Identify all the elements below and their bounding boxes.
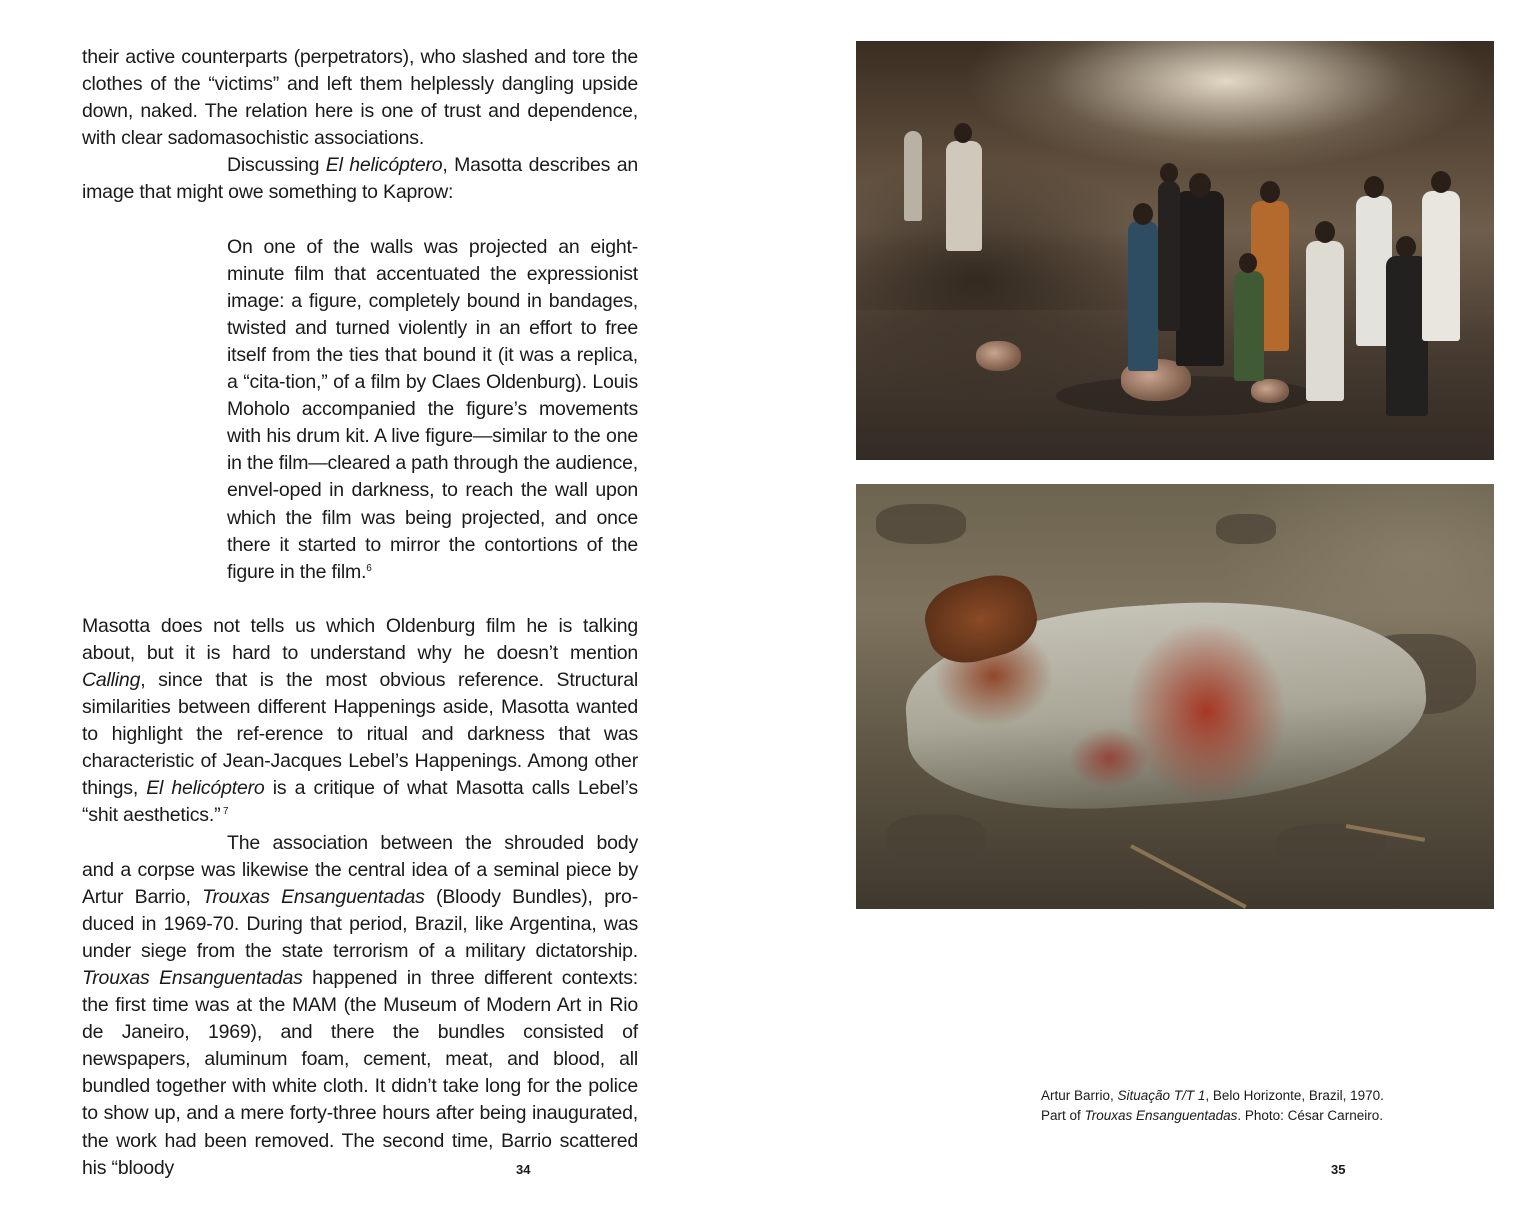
person-figure (1422, 191, 1460, 341)
person-head (1396, 236, 1416, 258)
footnote-ref-6: 6 (366, 562, 372, 574)
photo-stick (1130, 844, 1247, 909)
photo-rock (886, 814, 986, 864)
caption-line-1: Artur Barrio, Situação T/T 1, Belo Horizonte, Brazil, 1970. (1041, 1088, 1384, 1103)
bundle-shape (976, 341, 1021, 371)
person-head (1260, 181, 1280, 203)
paragraph-3: Masotta does not tells us which Oldenburg film he is talking about, but it is hard to understand why he doesn’t mention Calling, since that is the most obvious reference. Structural similarities between different Happenings aside, Masotta wanted to highlight the ref-erence to ritual and darkness that was characteristic of Jean-Jacques Lebel’s Happenings. Among other things, El helicóptero is a critique of what Masotta calls Lebel’s “shit aesthetics.” $^7$ (82, 614, 638, 827)
caption-line-2: Part of Trouxas Ensanguentadas. Photo: César Carneiro. (1041, 1108, 1383, 1123)
person-head (1133, 203, 1153, 225)
bundle-shape (1251, 379, 1289, 403)
block-quote: On one of the walls was projected an eight-minute film that accentuated the expressionist image: a figure, completely bound in bandages, twisted and turned violently in an effort to free itself from the ties that bound it (it was a replica, a “cita-tion,” of a film by Claes Oldenburg). Louis Moholo accompanied the figure’s movements with his drum kit. A live figure—similar to the one in the film—cleared a path through the audience, envel-oped in darkness, to reach the wall upon which the film was being projected, and once there it started to mirror the contortions of the figure in the film.$^6$ (227, 235, 639, 583)
person-head (1431, 171, 1451, 193)
photo-group-of-men-by-bundles (856, 41, 1494, 460)
photo-bloody-bundle (856, 484, 1494, 909)
photo-rock (876, 504, 966, 544)
right-page (767, 0, 1535, 1210)
person-head (1189, 173, 1211, 197)
person-head (1364, 176, 1384, 198)
paragraph-4: The association between the shrouded body and a corpse was likewise the central idea of a seminal piece by Artur Barrio, Trouxas Ensanguentadas (Bloody Bundles), pro-duced in 1969-70. During that period, Brazil, like Argentina, was under siege from the state terrorism of a military dictatorship. Trouxas Ensanguentadas happened in three different contexts: the first time was at the MAM (the Museum of Modern Art in Rio de Janeiro, 1969), and there the bundles consisted of newspapers, aluminum foam, cement, meat, and blood, all bundled together with white cloth. It didn’t take long for the police to show up, and a mere forty-three hours after being inaugurated, the work had been removed. The second time, Barrio scattered his “bloody (82, 831, 638, 1179)
person-figure (1176, 191, 1224, 366)
body-text-column (82, 44, 638, 1182)
person-figure (946, 141, 982, 251)
person-figure (904, 131, 922, 221)
paragraph-1: their active counterparts (perpetrators), who slashed and tore the clothes of the “victims” and left them helplessly dangling upside down, naked. The relation here is one of trust and dependence, with clear sadomasochistic associations. (82, 46, 638, 150)
page-number-left: 34 (516, 1162, 531, 1177)
person-figure (1128, 221, 1158, 371)
person-head (1239, 253, 1257, 273)
footnote-ref-7: 7 (220, 806, 229, 818)
left-page (0, 0, 767, 1210)
person-figure (1306, 241, 1344, 401)
photo-rock (1216, 514, 1276, 544)
person-figure (1234, 271, 1264, 381)
photo-caption (1041, 1086, 1461, 1126)
person-head (954, 123, 972, 143)
person-head (1160, 163, 1178, 183)
person-head (1315, 221, 1335, 243)
page-number-right: 35 (1331, 1162, 1346, 1177)
paragraph-2: Discussing El helicóptero, Masotta describes an image that might owe something to Kaprow: (82, 154, 639, 204)
person-figure (1158, 181, 1180, 331)
